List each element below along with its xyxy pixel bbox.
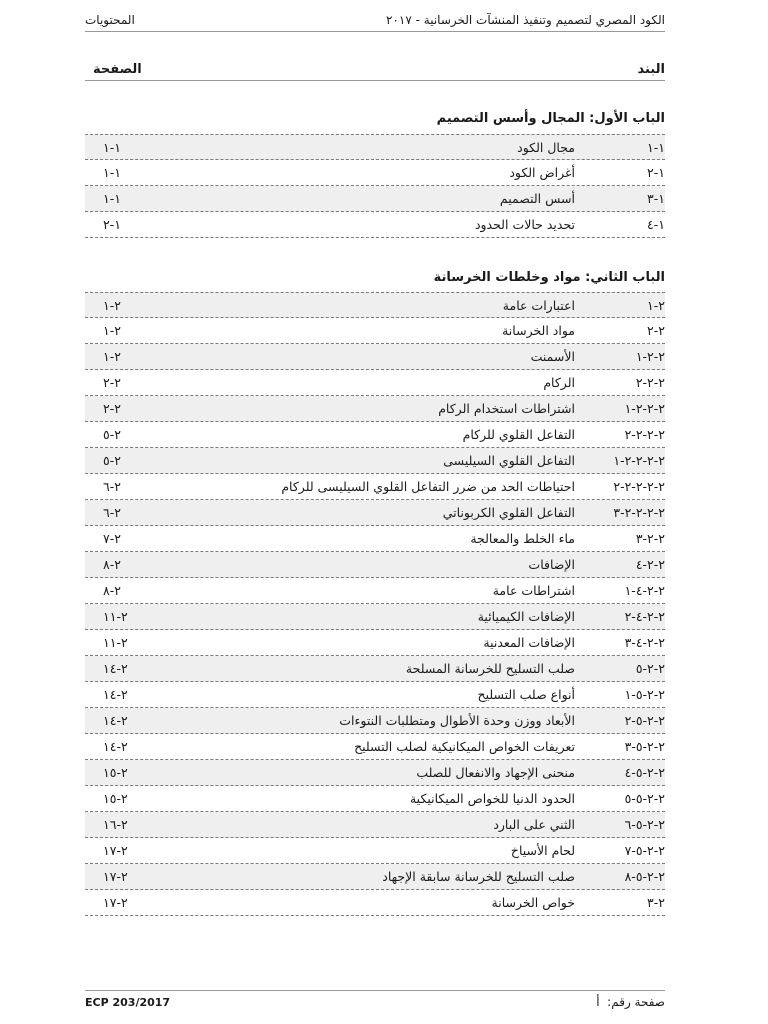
document-page bbox=[85, 0, 665, 1024]
toc-title: احتياطات الحد من ضرر التفاعل القلوي السيليسى للركام bbox=[281, 479, 575, 494]
toc-row[interactable] bbox=[85, 292, 665, 318]
toc-page: ٢-٦ bbox=[103, 505, 121, 520]
toc-number: ٢-٢-٥-٧ bbox=[624, 843, 665, 858]
toc-title: الإضافات bbox=[528, 557, 575, 572]
toc-row[interactable] bbox=[85, 422, 665, 448]
toc-title: الأبعاد ووزن وحدة الأطوال ومتطلبات النتوءات bbox=[339, 713, 575, 728]
toc-row[interactable] bbox=[85, 708, 665, 734]
toc-row[interactable] bbox=[85, 760, 665, 786]
toc-page: ٢-١ bbox=[103, 323, 121, 338]
toc-page: ١-١ bbox=[103, 139, 121, 155]
page-column-header: الصفحة bbox=[93, 61, 142, 77]
toc-row[interactable] bbox=[85, 134, 665, 160]
toc-row[interactable] bbox=[85, 160, 665, 186]
toc-title: ماء الخلط والمعالجة bbox=[470, 531, 575, 546]
toc-number: ٢-٢-٥-٨ bbox=[624, 869, 665, 884]
toc-page: ٢-١٦ bbox=[103, 817, 128, 832]
toc-number: ٢-٢-٤-١ bbox=[624, 583, 665, 598]
running-footer bbox=[85, 990, 665, 1013]
toc-title: الإضافات الكيميائية bbox=[477, 609, 575, 624]
toc-page: ٢-١٧ bbox=[103, 869, 128, 884]
toc-number: ١-١ bbox=[647, 139, 665, 155]
toc-page: ٢-١٤ bbox=[103, 687, 128, 702]
toc-row[interactable] bbox=[85, 604, 665, 630]
toc-number: ٢-٢-٥ bbox=[635, 661, 665, 676]
toc-number: ٢-٢-٥-٦ bbox=[624, 817, 665, 832]
toc-row[interactable] bbox=[85, 812, 665, 838]
toc-title: مجال الكود bbox=[517, 139, 575, 155]
toc-row[interactable] bbox=[85, 656, 665, 682]
toc-number: ٢-٢-٢-٢-٢ bbox=[613, 479, 665, 494]
toc-title: تعريفات الخواص الميكانيكية لصلب التسليح bbox=[354, 739, 575, 754]
code-reference: ECP 203/2017 bbox=[85, 995, 171, 1009]
toc-number: ٢-٢-٢-١ bbox=[624, 401, 665, 416]
toc-row[interactable] bbox=[85, 682, 665, 708]
toc-row[interactable] bbox=[85, 526, 665, 552]
toc-row[interactable] bbox=[85, 734, 665, 760]
toc-row[interactable] bbox=[85, 318, 665, 344]
toc-page: ٢-٨ bbox=[103, 583, 121, 598]
toc-page: ٢-١٥ bbox=[103, 765, 128, 780]
toc-number: ١-٤ bbox=[647, 217, 665, 232]
toc-title: صلب التسليح للخرسانة المسلحة bbox=[405, 661, 575, 676]
toc-number: ٢-٢-٣ bbox=[635, 531, 665, 546]
toc-title: منحنى الإجهاد والانفعال للصلب bbox=[416, 765, 575, 780]
toc-row[interactable] bbox=[85, 474, 665, 500]
item-column-header: البند bbox=[637, 61, 665, 77]
toc-number: ٢-٢-١ bbox=[635, 349, 665, 364]
section-name: المحتويات bbox=[85, 13, 135, 27]
toc-title: اشتراطات عامة bbox=[492, 583, 575, 598]
toc-page: ٢-٦ bbox=[103, 479, 121, 494]
chapter-title: الباب الثاني: مواد وخلطات الخرسانة bbox=[433, 270, 665, 285]
chapter-title: الباب الأول: المجال وأسس التصميم bbox=[436, 111, 665, 126]
toc-row[interactable] bbox=[85, 864, 665, 890]
toc-number: ٢-٢-٥-٥ bbox=[624, 791, 665, 806]
toc-title: أغراض الكود bbox=[509, 165, 575, 180]
toc-title: الركام bbox=[543, 375, 575, 390]
toc-number: ١-٣ bbox=[647, 191, 665, 206]
toc-page: ٢-١٧ bbox=[103, 895, 128, 910]
toc-title: الأسمنت bbox=[530, 349, 575, 364]
toc-page: ٢-١ bbox=[103, 349, 121, 364]
running-header bbox=[85, 9, 665, 32]
toc-page: ١-٢ bbox=[103, 217, 121, 232]
toc-page: ٢-١١ bbox=[103, 609, 128, 624]
document-title: الكود المصري لتصميم وتنفيذ المنشآت الخرسانية - ٢٠١٧ bbox=[386, 13, 665, 27]
toc-row[interactable] bbox=[85, 890, 665, 916]
toc-number: ٢-٢-٤ bbox=[635, 557, 665, 572]
toc-page: ٢-٧ bbox=[103, 531, 121, 546]
toc-title: الثني على البارد bbox=[493, 817, 575, 832]
toc-page: ١-١ bbox=[103, 191, 121, 206]
page-label: صفحة رقم: bbox=[607, 995, 665, 1009]
toc-row[interactable] bbox=[85, 396, 665, 422]
toc-row[interactable] bbox=[85, 786, 665, 812]
toc-number: ١-٢ bbox=[647, 165, 665, 180]
toc-number: ٢-٢-٤-٢ bbox=[624, 609, 665, 624]
page-number: أ bbox=[596, 995, 600, 1009]
toc-row[interactable] bbox=[85, 370, 665, 396]
toc-title: خواص الخرسانة bbox=[491, 895, 575, 910]
toc-title: التفاعل القلوي الكربوناتي bbox=[442, 505, 575, 520]
toc-title: التفاعل القلوي السيليسى bbox=[443, 453, 575, 468]
toc-row[interactable] bbox=[85, 448, 665, 474]
toc-page: ٢-١٤ bbox=[103, 713, 128, 728]
toc-page: ٢-١٤ bbox=[103, 661, 128, 676]
toc-number: ٢-٣ bbox=[647, 895, 665, 910]
toc-title: تحديد حالات الحدود bbox=[474, 217, 575, 232]
toc-row[interactable] bbox=[85, 186, 665, 212]
page-number-label bbox=[596, 995, 665, 1009]
toc-row[interactable] bbox=[85, 838, 665, 864]
toc-number: ٢-٢-٢-٢-٣ bbox=[613, 505, 665, 520]
toc-number: ٢-٢-٥-٣ bbox=[624, 739, 665, 754]
toc-row[interactable] bbox=[85, 212, 665, 238]
toc-number: ٢-١ bbox=[647, 297, 665, 313]
toc-title: أنواع صلب التسليح bbox=[477, 687, 575, 702]
toc-title: التفاعل القلوي للركام bbox=[462, 427, 575, 442]
toc-number: ٢-٢-٢ bbox=[635, 375, 665, 390]
toc-page: ٢-١٧ bbox=[103, 843, 128, 858]
toc-title: لحام الأسياخ bbox=[510, 843, 575, 858]
toc-page: ٢-٥ bbox=[103, 427, 121, 442]
column-headers bbox=[85, 58, 665, 81]
toc-number: ٢-٢-٢-٢-١ bbox=[613, 453, 665, 468]
toc-title: اشتراطات استخدام الركام bbox=[438, 401, 575, 416]
toc-title: مواد الخرسانة bbox=[502, 323, 575, 338]
toc-number: ٢-٢-٥-٤ bbox=[624, 765, 665, 780]
toc-title: صلب التسليح للخرسانة سابقة الإجهاد bbox=[382, 869, 575, 884]
toc-row[interactable] bbox=[85, 630, 665, 656]
toc-page: ٢-٥ bbox=[103, 453, 121, 468]
toc-row[interactable] bbox=[85, 552, 665, 578]
toc-page: ٢-١٥ bbox=[103, 791, 128, 806]
toc-number: ٢-٢ bbox=[647, 323, 665, 338]
toc-page: ٢-٨ bbox=[103, 557, 121, 572]
toc-row[interactable] bbox=[85, 344, 665, 370]
toc-row[interactable] bbox=[85, 500, 665, 526]
toc-title: أسس التصميم bbox=[499, 191, 575, 206]
toc-title: الإضافات المعدنية bbox=[483, 635, 575, 650]
toc-number: ٢-٢-٤-٣ bbox=[624, 635, 665, 650]
toc-title: الحدود الدنيا للخواص الميكانيكية bbox=[409, 791, 575, 806]
toc-number: ٢-٢-٥-١ bbox=[624, 687, 665, 702]
toc-number: ٢-٢-٢-٢ bbox=[624, 427, 665, 442]
toc-number: ٢-٢-٥-٢ bbox=[624, 713, 665, 728]
toc-row[interactable] bbox=[85, 578, 665, 604]
toc-page: ٢-٢ bbox=[103, 401, 121, 416]
toc-title: اعتبارات عامة bbox=[502, 297, 575, 313]
toc-page: ٢-١١ bbox=[103, 635, 128, 650]
toc-page: ١-١ bbox=[103, 165, 121, 180]
toc-page: ٢-١٤ bbox=[103, 739, 128, 754]
toc-page: ٢-١ bbox=[103, 297, 121, 313]
toc-page: ٢-٢ bbox=[103, 375, 121, 390]
